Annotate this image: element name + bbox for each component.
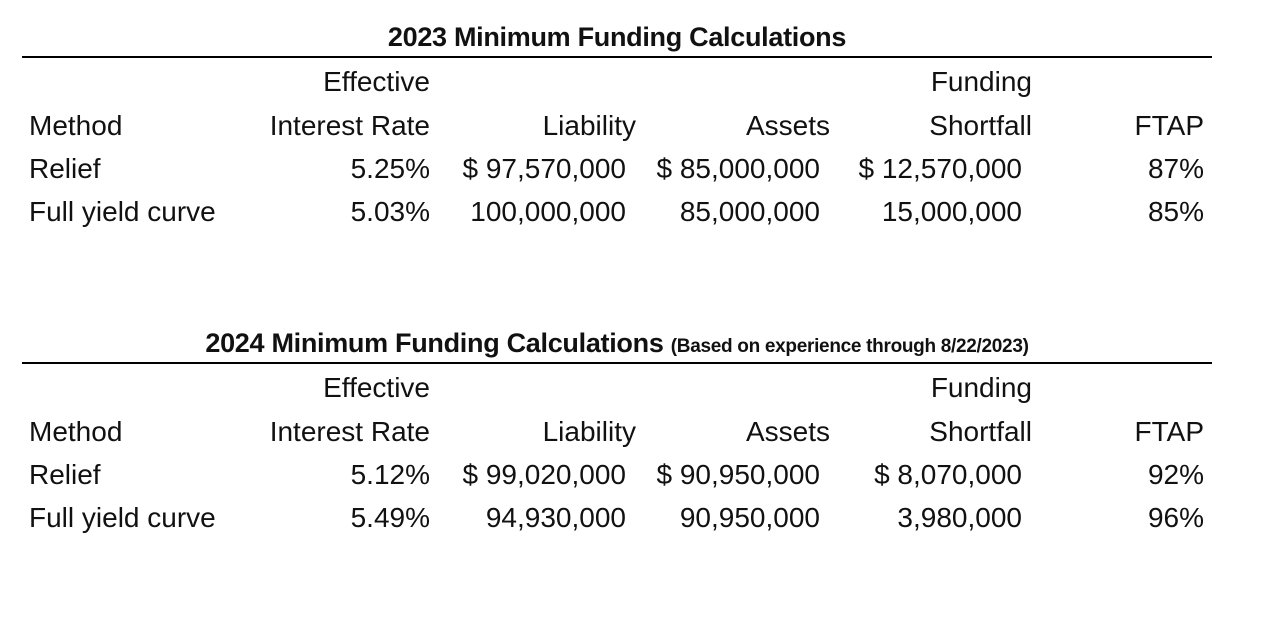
header-assets: Assets xyxy=(745,110,830,141)
row-shortfall: $ 8,070,000 xyxy=(874,459,1022,490)
row-liability: 94,930,000 xyxy=(485,502,626,533)
header-method: Method xyxy=(29,416,123,447)
header-ftap: FTAP xyxy=(1134,110,1204,141)
header-shortfall-top: Funding xyxy=(930,66,1032,97)
header-assets: Assets xyxy=(745,416,830,447)
header-rate-top: Effective xyxy=(323,372,430,403)
row-shortfall: 3,980,000 xyxy=(897,502,1022,533)
table-title xyxy=(22,325,1212,365)
row-ftap: 85% xyxy=(1147,196,1204,227)
header-shortfall-top: Funding xyxy=(930,372,1032,403)
row-liability: $ 97,570,000 xyxy=(462,153,626,184)
header-liability: Liability xyxy=(542,416,636,447)
row-assets: $ 85,000,000 xyxy=(656,153,820,184)
row-liability: $ 99,020,000 xyxy=(462,459,626,490)
row-method: Full yield curve xyxy=(29,502,216,533)
row-method: Relief xyxy=(29,153,101,184)
header-liability: Liability xyxy=(542,110,636,141)
header-shortfall: Shortfall xyxy=(929,110,1032,141)
row-rate: 5.12% xyxy=(350,459,430,490)
table-title-text: 2024 Minimum Funding Calculations xyxy=(205,328,664,358)
row-method: Relief xyxy=(29,459,101,490)
table-title-text: 2023 Minimum Funding Calculations xyxy=(387,22,847,52)
table-title-note: (Based on experience through 8/22/2023) xyxy=(670,336,1029,357)
row-method: Full yield curve xyxy=(29,196,216,227)
funding-table-2023 xyxy=(22,18,1212,238)
header-rate: Interest Rate xyxy=(269,416,430,447)
row-rate: 5.25% xyxy=(350,153,430,184)
table-title xyxy=(22,19,1212,59)
title-underline xyxy=(22,362,1212,364)
row-ftap: 96% xyxy=(1147,502,1204,533)
row-assets: $ 90,950,000 xyxy=(656,459,820,490)
row-shortfall: 15,000,000 xyxy=(881,196,1022,227)
header-shortfall: Shortfall xyxy=(929,416,1032,447)
title-underline xyxy=(22,56,1212,58)
row-liability: 100,000,000 xyxy=(470,196,626,227)
row-ftap: 92% xyxy=(1147,459,1204,490)
header-method: Method xyxy=(29,110,123,141)
header-rate: Interest Rate xyxy=(269,110,430,141)
row-rate: 5.03% xyxy=(350,196,430,227)
row-assets: 85,000,000 xyxy=(679,196,820,227)
header-ftap: FTAP xyxy=(1134,416,1204,447)
row-ftap: 87% xyxy=(1147,153,1204,184)
row-shortfall: $ 12,570,000 xyxy=(858,153,1022,184)
row-rate: 5.49% xyxy=(350,502,430,533)
row-assets: 90,950,000 xyxy=(679,502,820,533)
header-rate-top: Effective xyxy=(323,66,430,97)
funding-table-2024 xyxy=(22,324,1212,544)
